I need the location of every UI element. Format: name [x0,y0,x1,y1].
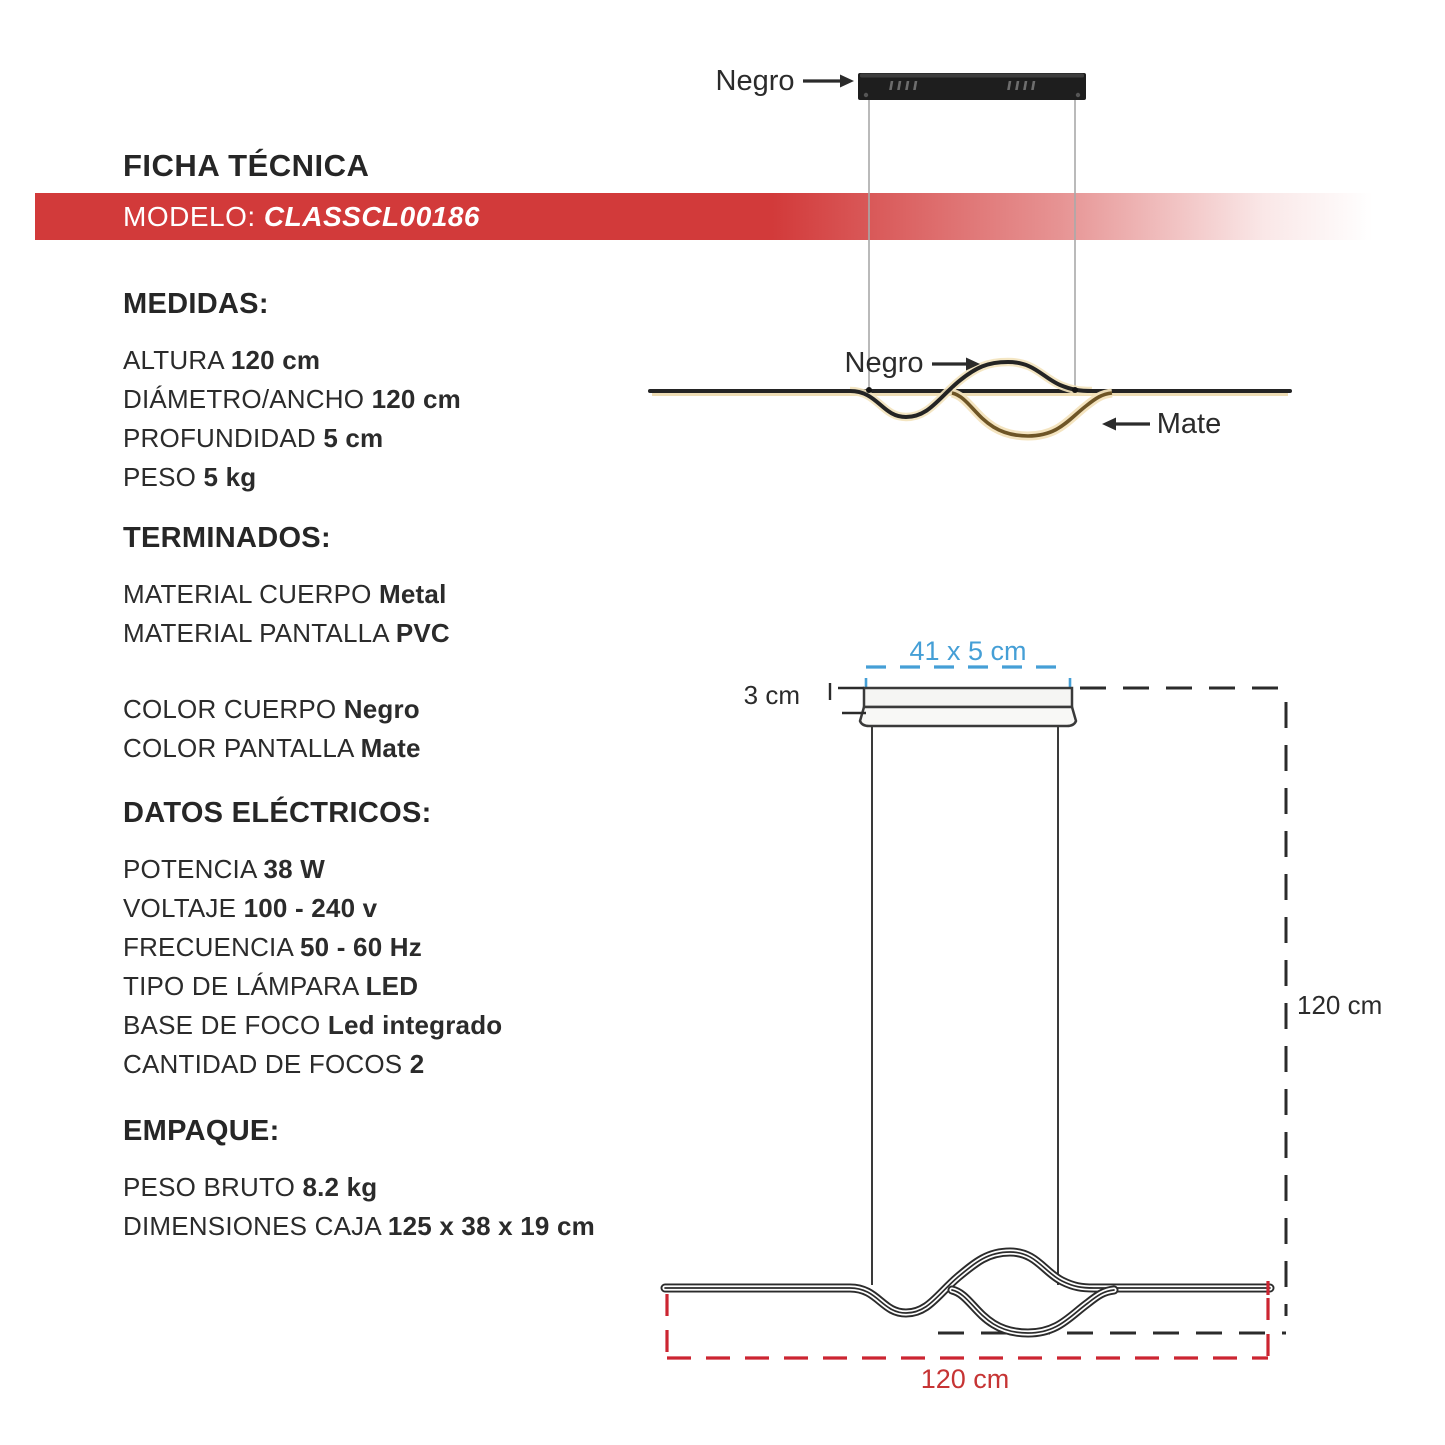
section-heading: MEDIDAS: [123,288,269,320]
spec-row-material-cuerpo: MATERIAL CUERPO Metal [123,579,447,609]
spec-row-diametro: DIÁMETRO/ANCHO 120 cm [123,384,461,414]
height-dimension: 120 cm [1297,990,1383,1020]
arrow-right-icon [803,75,854,88]
lamp-body [650,362,1290,436]
spec-row-frecuencia: FRECUENCIA 50 - 60 Hz [123,932,422,962]
page-title: FICHA TÉCNICA [123,148,370,183]
model-text [35,201,480,233]
spec-row-dimensiones-caja: DIMENSIONES CAJA 125 x 38 x 19 cm [123,1211,595,1241]
lamp-wave-negro [850,362,1092,417]
section-terminados [123,522,450,768]
lamp-wave-mate [952,393,1112,436]
spec-row-profundidad: PROFUNDIDAD 5 cm [123,423,384,453]
spec-row-base-foco: BASE DE FOCO Led integrado [123,1010,503,1040]
diagram-canopy [860,688,1076,726]
spec-row-potencia: POTENCIA 38 W [123,854,325,884]
width-dimension: 120 cm [920,1364,1010,1394]
spec-row-color-pantalla: COLOR PANTALLA Mate [123,733,421,763]
section-empaque [123,1115,595,1246]
canopy-thickness-dimension: 3 cm [743,680,800,710]
spec-row-peso: PESO 5 kg [123,462,257,492]
cable-attachment [866,387,872,393]
shade-finish-label: Mate [1156,408,1222,440]
canopy-color-label: Negro [715,65,795,97]
canopy-screw [1076,93,1080,97]
canopy-vent-slits [889,81,1035,90]
section-heading: EMPAQUE: [123,1115,280,1147]
model-banner [35,193,1400,240]
spec-row-voltaje: VOLTAJE 100 - 240 v [123,893,378,923]
spec-row-altura: ALTURA 120 cm [123,345,321,375]
ceiling-canopy [858,73,1086,100]
width-dimension-box [667,1281,1268,1358]
section-medidas [123,288,461,497]
section-heading: TERMINADOS: [123,522,331,554]
model-value: CLASSCL00186 [263,200,481,232]
diagram-lamp [665,1252,1270,1333]
canopy-size-dimension: 41 x 5 cm [909,636,1027,666]
model-label: MODELO: [123,200,256,232]
led-glow [952,393,1112,436]
suspension-cables [869,98,1075,389]
spec-row-color-cuerpo: COLOR CUERPO Negro [123,694,420,724]
spec-row-tipo-lampara: TIPO DE LÁMPARA LED [123,971,419,1001]
arrow-left-icon [1102,418,1150,431]
section-datos-electricos [123,797,502,1084]
product-render [650,65,1290,440]
spec-row-material-pantalla: MATERIAL PANTALLA PVC [123,618,450,648]
body-color-label: Negro [844,347,924,379]
section-heading: DATOS ELÉCTRICOS: [123,797,432,829]
arrow-right-icon [932,358,980,371]
canopy-screw [864,93,868,97]
spec-row-peso-bruto: PESO BRUTO 8.2 kg [123,1172,378,1202]
dimension-diagram [665,636,1382,1394]
height-dimension-lines [938,688,1286,1333]
cable-attachment [1072,387,1078,393]
spec-row-cantidad-focos: CANTIDAD DE FOCOS 2 [123,1049,425,1079]
led-glow [850,362,1092,417]
